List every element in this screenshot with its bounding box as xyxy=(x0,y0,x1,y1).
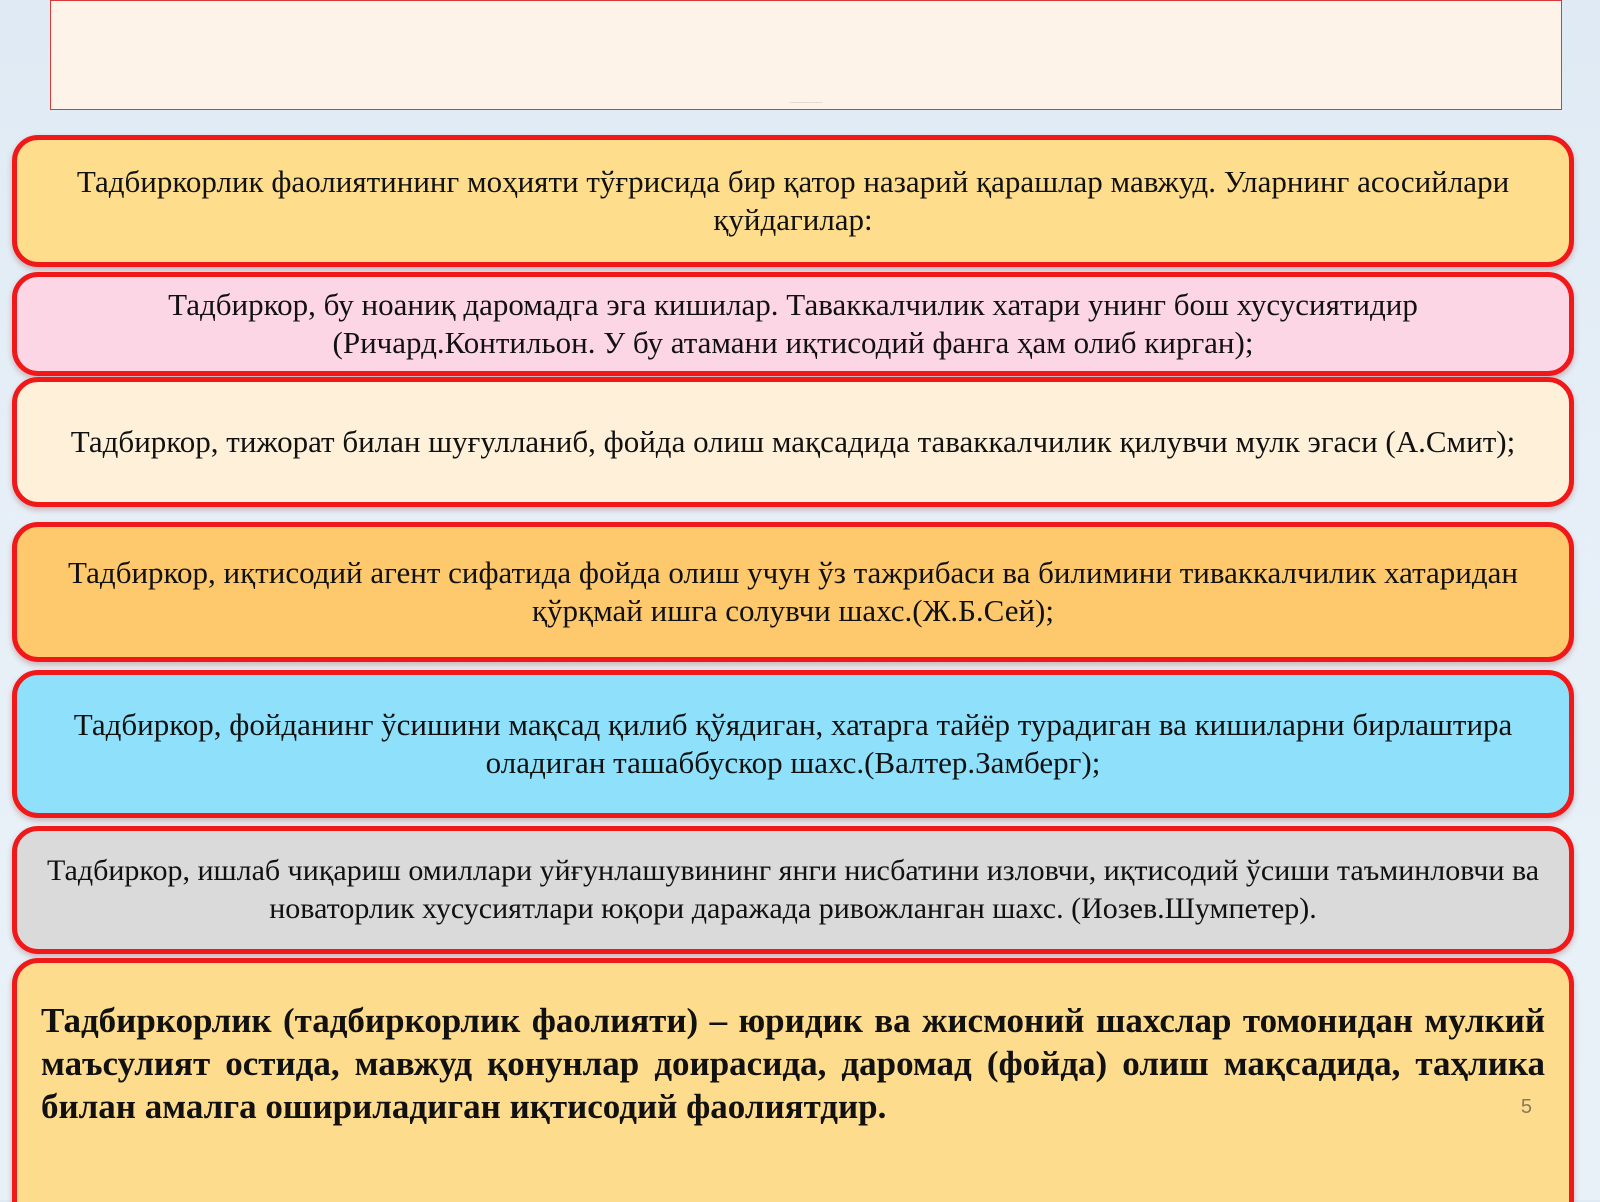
definition-text-smith: Тадбиркор, тижорат билан шуғулланиб, фойда олиш мақсадида таваккалчилик қилувчи мулк эгаси (А.Смит); xyxy=(70,424,1516,459)
definition-text-say: Тадбиркор, иқтисодий агент сифатида фойда олиш учун ўз тажрибаси ва билимини тиваккалчилик хатаридан қўрқмай ишга солувчи шахс.(Ж.Б.Сей); xyxy=(68,555,1518,628)
definition-card-zamberg xyxy=(12,670,1574,818)
summary-definition-text: Тадбиркорлик (тадбиркорлик фаолияти) – юридик ва жисмоний шахслар томонидан мулкий маъсулият остида, мавжуд қонунлар доирасида, даромад (фойда) олиш мақсадида, таҳлика билан амалга ошириладиган иқтисодий фаолиятдир. xyxy=(41,1001,1545,1126)
definition-text-schumpeter: Тадбиркор, ишлаб чиқариш омиллари уйғунлашувининг янги нисбатини изловчи, иқтисодий ўсиши таъминловчи ва новаторлик хусусиятлари юқори даражада ривожланган шахс. (Иозев.Шумпетер). xyxy=(46,854,1540,925)
slide-page-number: 5 xyxy=(1520,1096,1532,1118)
intro-text: Тадбиркорлик фаолиятининг моҳияти тўғрисида бир қатор назарий қарашлар мавжуд. Уларнинг асосийлари қуйдагилар: xyxy=(76,164,1510,237)
summary-definition-card xyxy=(12,958,1574,1202)
title-placeholder-text: ............................................ xyxy=(789,100,823,104)
definition-text-zamberg: Тадбиркор, фойданинг ўсишини мақсад қилиб қўядиган, хатарга тайёр турадиган ва кишиларни бирлаштира оладиган ташаббускор шахс.(Валтер.Замберг); xyxy=(73,707,1513,780)
definition-card-schumpeter xyxy=(12,826,1574,954)
intro-card xyxy=(12,135,1574,267)
definition-text-cantillon: Тадбиркор, бу ноаниқ даромадга эга кишилар. Таваккалчилик хатари унинг бош хусусиятидир (Ричард.Контильон. У бу атамани иқтисодий фанга ҳам олиб кирган); xyxy=(168,287,1418,360)
definition-card-say xyxy=(12,522,1574,662)
definition-card-smith xyxy=(12,377,1574,507)
definition-card-cantillon xyxy=(12,272,1574,376)
slide-title-box xyxy=(50,0,1562,110)
